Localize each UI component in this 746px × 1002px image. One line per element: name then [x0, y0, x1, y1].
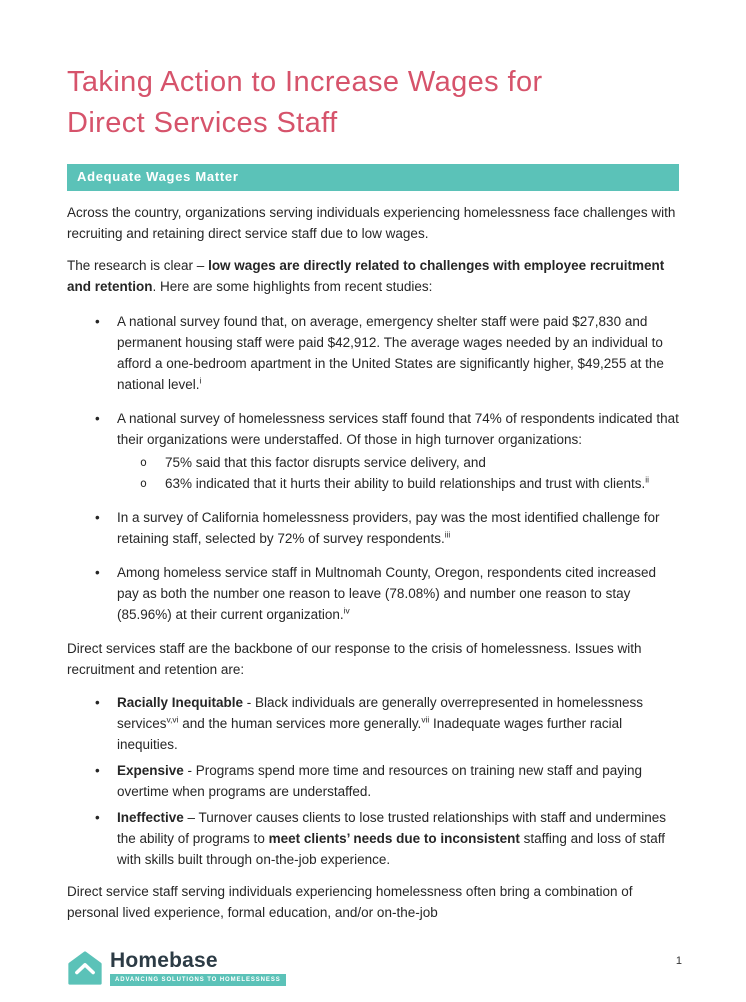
page-title-line1: Taking Action to Increase Wages for: [67, 66, 543, 98]
issue-bold-phrase: meet clients’ needs due to inconsistent: [268, 831, 520, 846]
paragraph-backbone: Direct services staff are the backbone of our response to the crisis of homelessness. Issues with recruitment and retention are:: [67, 641, 642, 677]
paragraph-intro: Across the country, organizations serving individuals experiencing homelessness face challenges with recruiting and retaining direct service staff due to low wages.: [67, 205, 676, 241]
issue-text: staffing and loss of staff with skills built through on-the-job experience.: [117, 831, 665, 867]
section-header-label: Adequate Wages Matter: [77, 169, 239, 184]
paragraph-research: [67, 255, 679, 297]
bullet-text: Among homeless service staff in Multnomah County, Oregon, respondents cited increased pay as both the number one reason to leave (78.08%) and number one reason to stay (85.96%) at their current organization.: [117, 565, 657, 622]
sub-bullet-relationships: [117, 473, 679, 494]
bullet-text: In a survey of California homelessness providers, pay was the most identified challenge for retaining staff, selected by 72% of survey respondents.: [117, 510, 660, 546]
footnote-ref-v-vi: v,vi: [166, 714, 179, 725]
house-icon: [67, 950, 103, 986]
paragraph-research-tail: . Here are some highlights from recent studies:: [152, 279, 433, 294]
bullet-expensive: [67, 760, 679, 802]
brand-wordmark: Homebase: [110, 949, 218, 972]
bullet-ineffective: [67, 807, 679, 870]
bullet-understaffed-survey: [67, 408, 679, 494]
issue-lead: Ineffective: [117, 810, 184, 825]
page-title-line2: Direct Services Staff: [67, 107, 338, 139]
issue-text: and the human services more generally.: [178, 716, 422, 731]
footnote-ref-vii: vii: [421, 714, 430, 725]
issues-bullet-list: [67, 692, 679, 870]
paragraph-closing: Direct service staff serving individuals experiencing homelessness often bring a combination of personal lived experience, formal education, and/or on-the-job: [67, 884, 633, 920]
footnote-ref-i: i: [199, 375, 202, 386]
footnote-ref-iii: iii: [444, 529, 451, 540]
issue-text: - Programs spend more time and resources on training new staff and paying overtime when programs are understaffed.: [117, 763, 643, 799]
bullet-national-wage-survey: [67, 311, 679, 395]
bullet-text: A national survey found that, on average, emergency shelter staff were paid $27,830 and permanent housing staff were paid $42,912. The average wages needed by an individual to afford a one-bedroom apartment in the United States are significantly higher, $49,255 at the national level.: [117, 314, 664, 392]
bullet-text: A national survey of homelessness services staff found that 74% of respondents indicated that their organizations were understaffed. Of those in high turnover organizations:: [117, 411, 679, 447]
page-number: 1: [675, 955, 682, 967]
page-title: [67, 62, 679, 144]
issue-lead: Racially Inequitable: [117, 695, 244, 710]
bullet-racially-inequitable: [67, 692, 679, 755]
issue-text: - Black individuals are generally overrepresented in homelessness services: [117, 695, 644, 731]
issue-text: Inadequate wages further racial inequities.: [117, 716, 623, 752]
bullet-multnomah-survey: [67, 562, 679, 625]
sub-bullet-service-delivery: [117, 452, 679, 473]
paragraph-research-lead: The research is clear –: [67, 258, 209, 273]
study-bullet-list: [67, 311, 679, 625]
issue-text: – Turnover causes clients to lose trusted relationships with staff and undermines the ability of programs to: [117, 810, 667, 846]
sub-bullet-text: 63% indicated that it hurts their ability to build relationships and trust with clients.: [165, 476, 646, 491]
bullet-california-survey: [67, 507, 679, 549]
paragraph-research-bold: low wages are directly related to challenges with employee recruitment and retention: [67, 258, 665, 294]
logo-text-block: [110, 950, 286, 986]
page-footer: [67, 950, 682, 986]
footnote-ref-iv: iv: [343, 605, 350, 616]
brand-tagline: ADVANCING SOLUTIONS TO HOMELESSNESS: [110, 974, 286, 986]
issue-lead: Expensive: [117, 763, 184, 778]
section-header-banner: [67, 164, 679, 191]
sub-bullet-list: [117, 452, 679, 494]
homebase-logo: [67, 950, 286, 986]
footnote-ref-ii: ii: [645, 474, 649, 485]
sub-bullet-text: 75% said that this factor disrupts service delivery, and: [165, 455, 486, 470]
